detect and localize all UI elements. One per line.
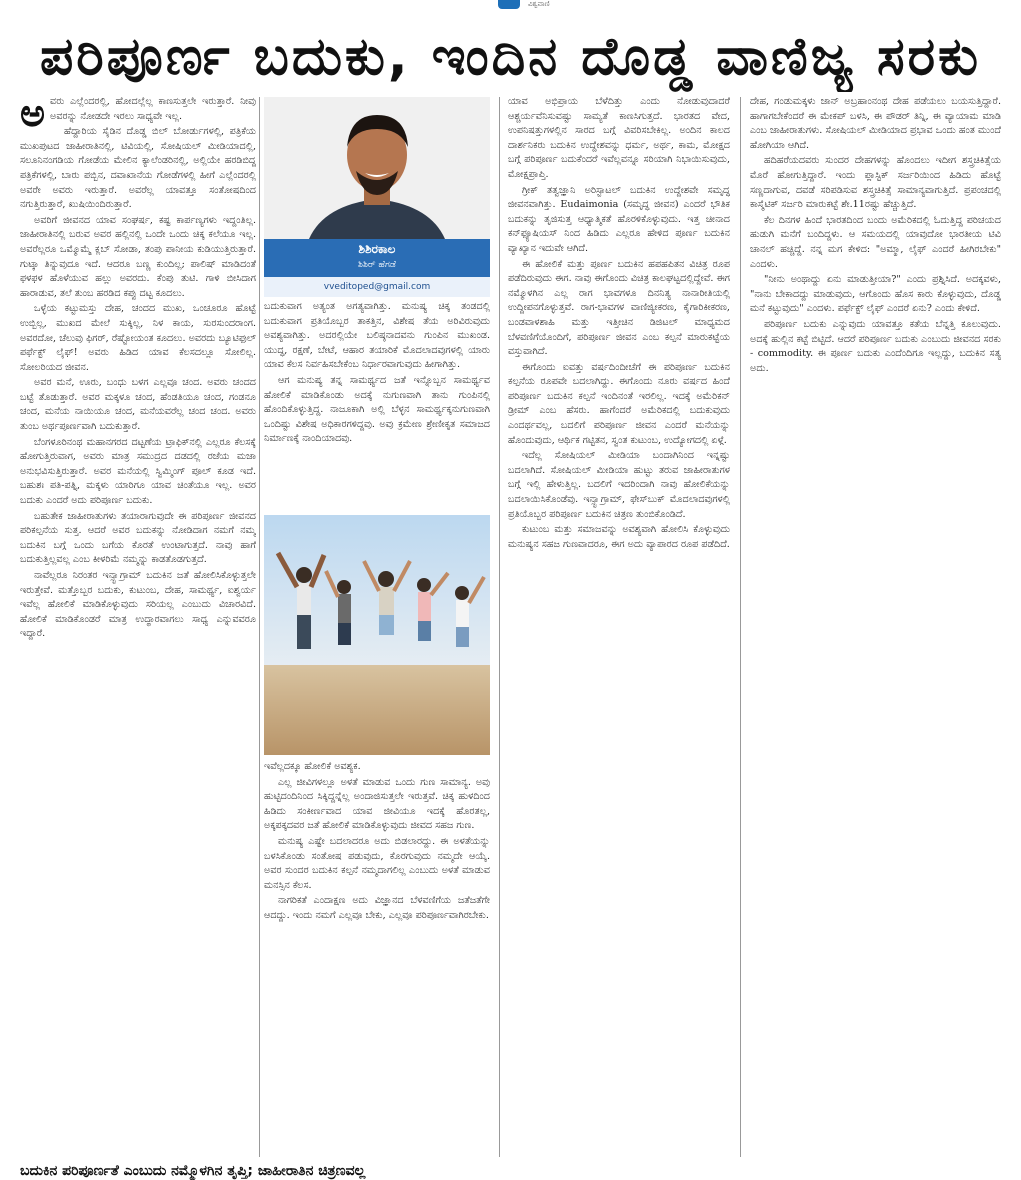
newspaper-logo-icon — [498, 0, 520, 9]
paragraph: ಹೆದ್ದಾರಿಯ ಸೈಡಿನ ದೊಡ್ಡ ಬಿಲ್ ಬೋರ್ಡುಗಳಲ್ಲಿ, ಪತ್ರಿಕೆಯ ಮುಖಪುಟದ ಜಾಹೀರಾತಿನಲ್ಲಿ, ಟಿವಿಯಲ್ಲಿ, ಸೋಷಿಯಲ್ ಮೀಡಿಯಾದಲ್ಲಿ, ಸಲೂನಿನಂಗಡಿಯ ಗೋಡೆಯ ಮೇಲಿನ ಕ್ಯಾಲೆಂಡರಿನಲ್ಲಿ, ಅಲ್ಲಿಯೇ ಹರಡಿಬಿದ್ದ ಪತ್ರಿಕೆಗಳಲ್ಲಿ, ಬಾರು ಪಬ್ಬಿನ, ದವಾಖಾನೆಯ ಗೋಡೆಗಳಲ್ಲಿ ಹೀಗೆ ಎಲ್ಲೆಂದರಲ್ಲಿ ಅವರೇ ಅವರು ಇರುತ್ತಾರೆ. ಅವರೆಲ್ಲ ಯಾವತ್ತೂ ಸಂತೋಷದಿಂದ ನಗುತ್ತಿರುತ್ತಾರೆ, ಖುಷಿಯಿಂದಿರುತ್ತಾರೆ. — [20, 126, 256, 211]
beach-photo-illustration — [264, 515, 490, 755]
paragraph: ಅವರಿಗೆ ಜೀವನದ ಯಾವ ಸಂಘರ್ಷ, ಕಷ್ಟ ಕಾರ್ಪಣ್ಯಗಳು ಇದ್ದಂತಿಲ್ಲ. ಜಾಹೀರಾತಿನಲ್ಲಿ ಬರುವ ಅವರ ಹಲ್ಲಿನಲ್ಲಿ ಒಂದೇ ಒಂದು ಚಿಕ್ಕ ಕಲೆಯೂ ಇಲ್ಲ. ಅವರೆಲ್ಲರೂ ಒಮ್ಮೊಮ್ಮೆ ಕ್ಲಬ್ ಸೋಡಾ, ತಂಪು ಪಾನೀಯ ಕುಡಿಯುತ್ತಿರುತ್ತಾರೆ. ಗುಟ್ಕಾ ತಿನ್ನುವುದೂ ಇದೆ. ಆದರೂ ಬಣ್ಣ ಕುಂದಿಲ್ಲ; ಪಾಲಿಷ್ ಮಾಡಿದಂತೆ ಫಳಫಳ ಹೊಳೆಯುವ ಹಲ್ಲು ಅವರದು. ಕೆಂಪು ತುಟಿ. ಗಾಳಿ ಬೀಸಿದಾಗ ಹಾರಾಡುವ, ತಲೆ ತುಂಬ ಹರಡಿದ ಕಪ್ಪು ದಟ್ಟ ಕೂದಲು. — [20, 214, 256, 299]
article-column-1 — [20, 95, 256, 1160]
paragraph: "ನೀನು ಅಂಥಾದ್ದು ಏನು ಮಾಡುತ್ತೀಯಾ?" ಎಂದು ಪ್ರಶ್ನಿಸಿದೆ. ಅದಕ್ಕವಳು, "ನಾನು ಬೇಕಾದದ್ದು ಮಾಡುವುದು, ಆಗೊಂದು ಹೊಸ ಕಾರು ಕೊಳ್ಳುವುದು, ದೊಡ್ಡ ಮನೆ ಕಟ್ಟುವುದು" ಎಂದಳು. ಪರ್ಫೆಕ್ಟ್ ಲೈಫ್ ಎಂದರೆ ಏನು? ಎಂದು ಕೇಳಿದೆ. — [750, 274, 1001, 315]
paragraph: ವರು ಎಲ್ಲೆಂದರಲ್ಲಿ, ಹೋದಲ್ಲೆಲ್ಲ ಕಾಣಸುತ್ತಲೇ ಇರುತ್ತಾರೆ. ನೀವು ಅವರನ್ನು ನೋಡದೇ ಇರಲು ಸಾಧ್ಯವೇ ಇಲ್ಲ. — [50, 96, 256, 122]
paragraph: ಇವೆಲ್ಲದಕ್ಕೂ ಹೋಲಿಕೆ ಅವಶ್ಯಕ. — [264, 761, 361, 772]
columnist-box — [264, 97, 490, 297]
paragraph: ನಾವೆಲ್ಲರೂ ನಿರಂತರ ಇನ್ಸ್ಟಾಗ್ರಾಮ್ ಬದುಕಿನ ಜತೆ ಹೋಲಿಸಿಕೊಳ್ಳುತ್ತಲೇ ಇರುತ್ತೇವೆ. ಮತ್ತೊಬ್ಬರ ಬದುಕು, ಕುಟುಂಬ, ದೇಹ, ಸಾಮರ್ಥ್ಯ, ಐಶ್ವರ್ಯ ಇವೆಲ್ಲ ಹೋಲಿಕೆ ಮಾಡಿಕೊಳ್ಳುವುದು ಸರಿಯಲ್ಲ ಎಂಬುದು ವಿಚಾರವಿದೆ. ಹೋಲಿಕೆ ಮಾಡಿಕೊಂಡರೆ ಮಾತ್ರ ಉದ್ಧಾರವಾಗಲು ಸಾಧ್ಯ ಎನ್ನುವವರೂ ಇದ್ದಾರೆ. — [20, 570, 256, 640]
column-divider — [259, 97, 260, 1157]
paragraph: ಕೆಲ ದಿನಗಳ ಹಿಂದೆ ಭಾರತದಿಂದ ಬಂದು ಅಮೆರಿಕದಲ್ಲಿ ಓದುತ್ತಿದ್ದ ಪರಿಚಯದ ಹುಡುಗಿ ಮನೆಗೆ ಬಂದಿದ್ದಳು. ಆ ಸಮಯದಲ್ಲಿ ಯಾವುದೋ ಭಾರತೀಯ ಟಿವಿ ಚಾನಲ್ ಹಚ್ಚಿದ್ದೆ. ನನ್ನ ಮಗ ಕೇಳಿದ: "ಅಮ್ಮಾ, ಲೈಫ್ ಎಂದರೆ ಹೀಗಿರಬೇಕು" ಎಂದಳು. — [750, 214, 1001, 270]
paragraph: ಆಗ ಮನುಷ್ಯ ತನ್ನ ಸಾಮರ್ಥ್ಯದ ಜತೆ ಇನ್ನೊಬ್ಬನ ಸಾಮರ್ಥ್ಯವ ಹೋಲಿಕೆ ಮಾಡಿಕೊಂಡು ಅದಕ್ಕೆ ನುಗುಣವಾಗಿ ತಾನು ಗುಂಪಿನಲ್ಲಿ ಹೊಂದಿಕೊಳ್ಳುತ್ತಿದ್ದ. ನಾಜೂಕಾಗಿ ಅಲ್ಲಿ ಬೆಳ್ಳನ ಸಾಮರ್ಥ್ಯಕ್ಕನುಗುಣವಾಗಿ ಒಂದಿಷ್ಟು ವಿಶೇಷ ಅಧಿಕಾರಗಳಿದ್ದವು. ಅವು ಕ್ರಮೇಣ ಶ್ರೇಣೀಕೃತ ಸಮಾಜದ ನಿರ್ಮಾಣಕ್ಕೆ ನಾಂದಿಯಾದವು. — [264, 374, 490, 445]
author-email[interactable]: vveditoped@gmail.com — [264, 277, 490, 297]
paragraph: ಮನುಷ್ಯ ಎಷ್ಟೇ ಬದಲಾದರೂ ಅದು ಬಿಡಲಾರದ್ದು. ಈ ಅಳತೆಯನ್ನು ಬಳಸಿಕೊಂಡು ಸಂತೋಷ ಪಡುವುದು, ಕೊರಗುವುದು ನಮ್ಮದೇ ಆಯ್ಕೆ. ಅವರ ಸುಂದರ ಬದುಕಿನ ಕಲ್ಪನೆ ನಮ್ಮದಾಗಲಿಲ್ಲ ಎಂಬುದು ಅಳತೆ ಮಾಡುವ ಮನಸ್ಸಿನ ಕೆಲಸ. — [264, 835, 490, 891]
paragraph: ಈ ಹೋಲಿಕೆ ಮತ್ತು ಪೂರ್ಣ ಬದುಕಿನ ಹಪಹಪಿತನ ವಿಚಿತ್ರ ರೂಪ ಪಡೆದಿರುವುದು ಈಗ. ನಾವು ಈಗೊಂದು ವಿಚಿತ್ರ ಕಾಲಘಟ್ಟದಲ್ಲಿದ್ದೇವೆ. ಈಗ ನಮ್ಮೊಳಗಿನ ಎಲ್ಲ ರಾಗ ಭಾವಗಳೂ ದಿನನಿತ್ಯ ನಾನಾರೀತಿಯಲ್ಲಿ ಉದ್ದೀಪನಗೊಳ್ಳುತ್ತವೆ. ರಾಗ-ಭಾವಗಳ ವಾಣಿಜ್ಯೀಕರಣ, ಕೈಗಾರಿಕೀಕರಣ, ಬಂಡವಾಳಶಾಹಿ ಮತ್ತು ಇತ್ತೀಚಿನ ಡಿಜಿಟಲ್ ಮಾಧ್ಯಮದ ಬೆಳವಣಿಗೆಯೊಂದಿಗೆ, ಪರಿಪೂರ್ಣ ಜೀವನ ಎಂಬ ಕಲ್ಪನೆ ಮಾರುಕಟ್ಟೆಯ ವಸ್ತುವಾಗಿದೆ. — [508, 258, 730, 358]
beach-jumping-photo — [264, 515, 490, 755]
page-headline: ಪರಿಪೂರ್ಣ ಬದುಕು, ಇಂದಿನ ದೊಡ್ಡ ವಾಣಿಜ್ಯ ಸರಕು — [39, 27, 982, 87]
columnist-portrait-illustration — [264, 97, 490, 239]
column-divider — [740, 97, 741, 1157]
paragraph: ಬೆಂಗಳೂರಿನಂಥ ಮಹಾನಗರದ ದಟ್ಟಣೆಯ ಟ್ರಾಫಿಕ್‌ನಲ್ಲಿ ಎಲ್ಲರೂ ಕೆಲಸಕ್ಕೆ ಹೋಗುತ್ತಿರುವಾಗ, ಅವರು ಮಾತ್ರ ಸಮುದ್ರದ ದಡದಲ್ಲಿ ರಜೆಯ ಮಜಾ ಅನುಭವಿಸುತ್ತಿರುತ್ತಾರೆ. ಅವರ ಮನೆಯಲ್ಲಿ ಸ್ವಿಮ್ಮಿಂಗ್ ಪೂಲ್ ಕೂಡ ಇದೆ. ಬಹುಶಃ ಪತಿ-ಪತ್ನಿ, ಮಕ್ಕಳು ಯಾರಿಗೂ ಯಾವ ಚಿಂತೆಯೂ ಇಲ್ಲ. ಅವರ ಬದುಕು ಎಂದರೆ ಅದು ಪರಿಪೂರ್ಣ ಬದುಕು. — [20, 436, 256, 507]
paragraph: ಎಲ್ಲ ಜೀವಿಗಳಲ್ಲೂ ಅಳತೆ ಮಾಡುವ ಒಂದು ಗುಣ ಸಾಮಾನ್ಯ. ಅವು ಹುಟ್ಟಿದಂದಿನಿಂದ ಸಿಕ್ಕಿದ್ದನ್ನೆಲ್ಲ ಅಂದಾಜಿಸುತ್ತಲೇ ಇರುತ್ತವೆ. ಚಿಕ್ಕ ಹುಳದಿಂದ ಹಿಡಿದು ಸಂಕೀರ್ಣವಾದ ಯಾವ ಜೀವಿಯೂ ಇದಕ್ಕೆ ಹೊರತಲ್ಲ, ಅಕ್ಕಪಕ್ಕದವರ ಜತೆ ಹೋಲಿಕೆ ಮಾಡಿಕೊಳ್ಳುವುದು ಜೀವದ ಸಹಜ ಗುಣ. — [264, 776, 490, 832]
article-column-2-bottom — [264, 760, 490, 1160]
paragraph: ಯಾವ ಅಭಿಪ್ರಾಯ ಬೆಳೆದಿತ್ತು ಎಂದು ನೋಡುವುದಾದರೆ ಆಶ್ಚರ್ಯವೆನಿಸುವಷ್ಟು ಸಾಮ್ಯತೆ ಕಾಣಸಿಗುತ್ತದೆ. ಭಾರತದ ವೇದ, ಉಪನಿಷತ್ತುಗಳಲ್ಲಿನ ಸಾರದ ಬಗ್ಗೆ ವಿವರಿಸಬೇಕಿಲ್ಲ. ಅಂದಿನ ಕಾಲದ ದಾರ್ಶನಿಕರು ಬದುಕಿನ ಉದ್ದೇಶವನ್ನು ಧರ್ಮ, ಅರ್ಥ, ಕಾಮ, ಮೋಕ್ಷದ ಬಗ್ಗೆ ಪರಿಪೂರ್ಣ ಬದುಕೆಂದರೆ ಇವೆಲ್ಲವನ್ನೂ ಸರಿಯಾಗಿ ನಿಭಾಯಿಸುವುದು, ಮೋಕ್ಷಪ್ರಾಪ್ತಿ. — [508, 96, 730, 180]
paragraph: ಅವರ ಮನೆ, ಊರು, ಬಂಧು ಬಳಗ ಎಲ್ಲವೂ ಚಂದ. ಅವರು ಚಂದದ ಬಟ್ಟೆ ತೊಡುತ್ತಾರೆ. ಅವರ ಮಕ್ಕಳೂ ಚಂದ, ಹೆಂಡತಿಯೂ ಚಂದ, ಗಂಡನೂ ಚಂದ, ಮನೆಯ ನಾಯಿಯೂ ಚಂದ, ಮನೆಯವರೆಲ್ಲ ಚಂದ ಚಂದ. ಅವರು ತುಂಬ ಅರ್ಥಪೂರ್ಣವಾಗಿ ಬದುಕುತ್ತಾರೆ. — [20, 377, 256, 433]
paragraph: ಬಹುತೇಕ ಜಾಹೀರಾತುಗಳು ತಯಾರಾಗುವುದೇ ಈ ಪರಿಪೂರ್ಣ ಜೀವನದ ಪರಿಕಲ್ಪನೆಯ ಸುತ್ತ. ಆದರೆ ಅವರ ಬದುಕನ್ನು ನೋಡಿದಾಗ ನಮಗೆ ನಮ್ಮ ಬದುಕಿನ ಬಗ್ಗೆ ಒಂದು ಬಗೆಯ ಕೊರತೆ ಉಂಟಾಗುತ್ತದೆ. ನಾವು ಹಾಗೆ ಬದುಕುತ್ತಿಲ್ಲವಲ್ಲ ಎಂಬ ಕೀಳರಿಮೆ ನಮ್ಮನ್ನು ಕಾಡತೊಡಗುತ್ತದೆ. — [20, 510, 256, 566]
paragraph: ದೇಹ, ಗಂಡುಮಕ್ಕಳು ಜಾನ್ ಅಬ್ರಹಾಂನಂಥ ದೇಹ ಪಡೆಯಲು ಬಯಸುತ್ತಿದ್ದಾರೆ. ಹಾಗಾಗಬೇಕೆಂದರೆ ಈ ಮೇಕಪ್ ಬಳಸಿ, ಈ ಪೌಡರ್ ತಿನ್ನಿ, ಈ ವ್ಯಾಯಾಮ ಮಾಡಿ ಎಂಬ ಜಾಹೀರಾತುಗಳು. ಸೋಷಿಯಲ್ ಮೀಡಿಯಾದ ಪ್ರಭಾವ ಒಂದು ಹಂತ ಮುಂದೆ ಹೋಗಿಯಾ ಆಗಿದೆ. — [750, 96, 1001, 151]
paragraph: ನಾಗರಿಕತೆ ಎಂದಾಕ್ಷಣ ಅದು ವಿಜ್ಞಾನದ ಬೆಳವಣಿಗೆಯ ಜತೆಜತೆಗೇ ಆದದ್ದು. ಇಂದು ನಮಗೆ ಎಲ್ಲವೂ ಬೇಕು, ಎಲ್ಲವೂ ಪರಿಪೂರ್ಣವಾಗಿರಬೇಕು. — [264, 895, 490, 921]
paragraph: ಬದುಕುವಾಗ ಅತ್ಯಂತ ಅಗತ್ಯವಾಗಿತ್ತು. ಮನುಷ್ಯ ಚಿಕ್ಕ ತಂಡದಲ್ಲಿ ಬದುಕುವಾಗ ಪ್ರತಿಯೊಬ್ಬರ ತಾಕತ್ತಿನ, ವಿಶೇಷ ತೆಯ ಅರಿವಿರುವುದು ಅವಶ್ಯವಾಗಿತ್ತು. ಅದರಲ್ಲಿಯೇ ಬಲಿಷ್ಠನಾದವನು ಗುಂಪಿನ ಮುಖಂಡ. ಯುದ್ಧ, ರಕ್ಷಣೆ, ಬೇಟೆ, ಆಹಾರ ತಯಾರಿಕೆ ಮೊದಲಾದವುಗಳಲ್ಲಿ ಯಾರು ಯಾವ ಕೆಲಸ ನಿರ್ವಹಿಸಬೇಕೆಂಬ ನಿರ್ಧಾರವಾಗುವುದು ಹೀಗಾಗಿತ್ತು. — [264, 301, 490, 371]
paragraph: ಒಳ್ಳೆಯ ಕಟ್ಟುಮಸ್ತು ದೇಹ, ಚಂದದ ಮುಖ, ಒಂಚೂರೂ ಹೊಟ್ಟೆ ಉಬ್ಬಿಲ್ಲ, ಮುಖದ ಮೇಲೆ ಸುಕ್ಕಿಲ್ಲ, ನಿಳ ಕಾಯ, ಸುರಸುಂದರಾಂಗ. ಅವರದೋ, ಚೆಲುವು ಫಿಗರ್, ರೆಷ್ಟೋಯಂತ ಕೂದಲು. ಅವರದು ಬ್ಯೂಟಿಫುಲ್ ಪರ್ಫೆಕ್ಟ್ ಲೈಫ್! ಅವರು ಹಿಡಿದ ಯಾವ ಕೆಲಸದಲ್ಲೂ ಸೋಲಿಲ್ಲ. ಸೋಲರಿಯದ ಜೀವನ. — [20, 303, 256, 373]
author-name: ಶಿಶಿರ್ ಹೆಗಡೆ — [358, 260, 396, 270]
paragraph: ಕುಟುಂಬ ಮತ್ತು ಸಮಾಜವನ್ನು ಅವಶ್ಯವಾಗಿ ಹೋಲಿಸಿ ಕೊಳ್ಳುವುದು ಮನುಷ್ಯನ ಸಹಜ ಗುಣವಾದರೂ, ಈಗ ಅದು ವ್ಯಾಪಾರದ ರೂಪ ಪಡೆದಿದೆ. — [508, 524, 730, 550]
masthead-stub — [0, 0, 1021, 10]
column-name: ಶಿಶಿರಕಾಲ — [358, 242, 396, 256]
drop-cap: ಅ — [20, 95, 46, 135]
masthead-tag: ವಿಶ್ವವಾಣಿ — [528, 0, 550, 8]
next-article-headline-strip: ಬದುಕಿನ ಪರಿಪೂರ್ಣತೆ ಎಂಬುದು ನಮ್ಮೊಳಗಿನ ತೃಪ್ತಿ; ಜಾಹೀರಾತಿನ ಚಿತ್ರಣವಲ್ಲ — [20, 1163, 366, 1179]
paragraph: ಈಗೊಂದು ಐವತ್ತು ವರ್ಷದಿಂದೀಚೆಗೆ ಈ ಪರಿಪೂರ್ಣ ಬದುಕಿನ ಕಲ್ಪನೆಯ ರೂಪವೇ ಬದಲಾಗಿದ್ದು. ಈಗೊಂದು ನೂರು ವರ್ಷದ ಹಿಂದೆ ಪರಿಪೂರ್ಣ ಬದುಕಿನ ಕಲ್ಪನೆ ಇಂದಿನಂತೆ ಇರಲಿಲ್ಲ. ಇದಕ್ಕೆ ಅಮೆರಿಕನ್ ಡ್ರೀಮ್ ಎಂಬ ಹೆಸರು. ಹಾಗೆಂದರೆ ಅಮೆರಿಕದಲ್ಲಿ ಬದುಕುವುದು ಎಂದರ್ಥವಲ್ಲ, ಬದಲಿಗೆ ಪರಿಪೂರ್ಣ ಜೀವನ ಎಂದರೆ ಮನೆಯನ್ನು ಹೊಂದುವುದು, ಆರ್ಥಿಕ ಗಟ್ಟಿತನ, ಸ್ವಂತ ಕುಟುಂಬ, ಉದ್ಯೋಗದಲ್ಲಿ ಏಳ್ಗೆ. — [508, 361, 730, 446]
paragraph: ಇದೆಲ್ಲ ಸೋಷಿಯಲ್ ಮೀಡಿಯಾ ಬಂದಾಗಿನಿಂದ ಇನ್ನಷ್ಟು ಬದಲಾಗಿದೆ. ಸೋಷಿಯಲ್ ಮೀಡಿಯಾ ಹುಟ್ಟು ತರುವ ಜಾಹೀರಾತುಗಳ ಬಗ್ಗೆ ಇಲ್ಲಿ ಹೇಳುತ್ತಿಲ್ಲ. ಬದಲಿಗೆ ಇದರಿಂದಾಗಿ ನಾವು ಹೋಲಿಕೆಯನ್ನು ಬದಲಾಯಿಸಿಕೊಂಡೆವು. ಇನ್ಸ್ಟಾಗ್ರಾಮ್, ಫೇಸ್‌ಬುಕ್ ಮೊದಲಾದವುಗಳಲ್ಲಿ ಪ್ರತಿಯೊಬ್ಬರ ಪರಿಪೂರ್ಣ ಬದುಕಿನ ಚಿತ್ರಣ ತುಂಬಿಕೊಂಡಿದೆ. — [508, 450, 730, 520]
paragraph: ಹದಿಹರೆಯದವರು ಸುಂದರ ದೇಹಗಳನ್ನು ಹೊಂದಲು ಇದೀಗ ಶಸ್ತ್ರಚಿಕಿತ್ಸೆಯ ಮೊರೆ ಹೋಗುತ್ತಿದ್ದಾರೆ. ಇಂದು ಪ್ಲಾಸ್ಟಿಕ್ ಸರ್ಜರಿಯಿಂದ ಹಿಡಿದು ಹೊಟ್ಟೆ ಸಣ್ಣದಾಗುವ, ದವಡೆ ಸರಿಪಡಿಸುವ ಶಸ್ತ್ರಚಿಕಿತ್ಸೆ ಸಾಮಾನ್ಯವಾಗುತ್ತಿದೆ. ಪ್ರಪಂಚದಲ್ಲಿ ಕಾಸ್ಮೆಟಿಕ್ ಸರ್ಜರಿ ಮಾರುಕಟ್ಟೆ ಶೇ.11ರಷ್ಟು ಹೆಚ್ಚುತ್ತಿದೆ. — [750, 155, 1001, 211]
column-divider — [499, 97, 500, 1157]
article-column-3 — [508, 95, 730, 1160]
columnist-photo — [264, 97, 490, 239]
article-column-2-top — [264, 300, 490, 510]
article-column-4 — [750, 95, 1001, 1160]
paragraph: ಗ್ರೀಕ್ ತತ್ವಜ್ಞಾನಿ ಅರಿಸ್ಟಾಟಲ್ ಬದುಕಿನ ಉದ್ದೇಶವೇ ಸಮೃದ್ಧ ಜೀವನವಾಗಿತ್ತು. Eudaimonia (ಸಮೃದ್ಧ ಜೀವನ) ಎಂದರೆ ಭೌತಿಕ ಬದುಕನ್ನು ತೃಜಿಸುತ್ತ ಆಧ್ಯಾತ್ಮಿಕತೆ ಹೊರಳಿಕೊಳ್ಳುವುದು. ಇತ್ತ ಚೀನಾದ ಕನ್‌ಫ್ಯೂಷಿಯಸ್ ನಿಂದ ಹಿಡಿದು ಎಲ್ಲರೂ ಹೇಳಿದ ಪೂರ್ಣ ಬದುಕಿನ ವ್ಯಾಖ್ಯಾನ ಇದುವೇ ಆಗಿದೆ. — [508, 184, 730, 254]
paragraph: ಪರಿಪೂರ್ಣ ಬದುಕು ಎನ್ನುವುದು ಯಾವತ್ತೂ ಕತೆಯ ಬೆನ್ನತ್ತಿ ಕೂಲುವುದು. ಅದಕ್ಕೆ ಹುಲ್ಲಿನ ಕಟ್ಟೆ ಬಿಟ್ಟಿದೆ. ಆದರೆ ಪರಿಪೂರ್ಣ ಬದುಕು ಎಂಬುದು ಜೀವನದ ಸರಕು - commodity. ಈ ಪೂರ್ಣ ಬದುಕು ಎಂದೆಂದಿಗೂ ಇಲ್ಲದ್ದು, ಬದುಕಿನ ಸತ್ಯ ಅದು. — [750, 318, 1001, 374]
